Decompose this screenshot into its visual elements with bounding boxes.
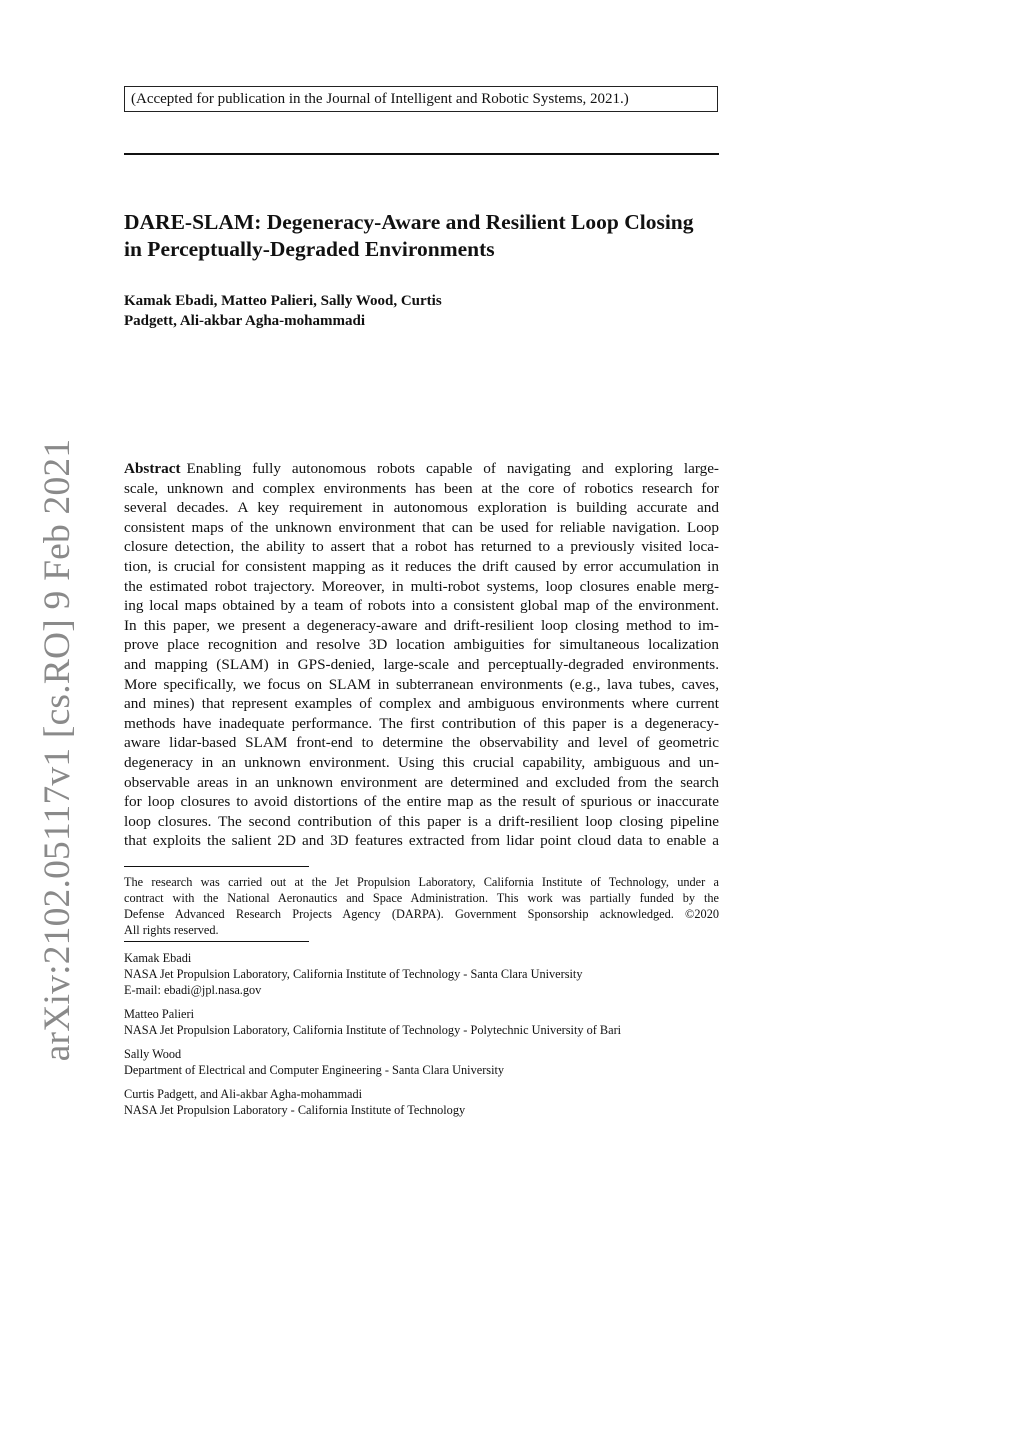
abstract-line: for loop closures to avoid distortions of the entire map as the result of spurious or inaccurate [124,793,719,811]
abstract-line: and mines) that represent examples of complex and ambiguous environments where current [124,695,719,713]
abstract-line: In this paper, we present a degeneracy-aware and drift-resilient loop closing method to im- [124,616,719,634]
abstract-line: closure detection, the ability to assert that a robot has returned to a previously visited loca- [124,538,719,556]
header-rule [124,153,719,155]
affiliation-entry [124,950,719,998]
abstract-line-text: Enabling fully autonomous robots capable of navigating and exploring large- [186,460,719,477]
accepted-note: (Accepted for publication in the Journal of Intelligent and Robotic Systems, 2021.) [124,86,718,112]
affiliation-email: E-mail: ebadi@jpl.nasa.gov [124,983,262,997]
author-line: Padgett, Ali-akbar Agha-mohammadi [124,313,365,329]
affiliation-institution: NASA Jet Propulsion Laboratory, California Institute of Technology - Polytechnic University of Bari [124,1023,622,1037]
footnote-line: All rights reserved. [124,923,219,937]
abstract-line: the estimated robot trajectory. Moreover, in multi-robot systems, loop closures enable merg- [124,577,719,595]
affiliation-institution: NASA Jet Propulsion Laboratory, California Institute of Technology - Santa Clara University [124,967,583,981]
affiliation-author-name: Curtis Padgett, and Ali-akbar Agha-mohammadi [124,1087,363,1101]
abstract-line: several decades. A key requirement in autonomous exploration is building accurate and [124,499,719,517]
abstract-line: consistent maps of the unknown environment that can be used for reliable navigation. Loop [124,518,719,536]
affiliation-rule [124,941,309,942]
funding-footnote [124,874,719,938]
affiliation-author-name: Sally Wood [124,1047,182,1061]
abstract-line: prove place recognition and resolve 3D location ambiguities for simultaneous localization [124,636,719,654]
title-line: in Perceptually-Degraded Environments [124,237,495,261]
abstract-line: loop closures. The second contribution of this paper is a drift-resilient loop closing pipeline [124,812,719,830]
abstract-label: Abstract [124,460,181,477]
abstract [124,459,719,851]
affiliation-author-name: Matteo Palieri [124,1007,195,1021]
abstract-line: methods have inadequate performance. The first contribution of this paper is a degeneracy- [124,714,719,732]
affiliation-entry [124,1006,719,1038]
author-line: Kamak Ebadi, Matteo Palieri, Sally Wood, Curtis [124,293,442,309]
abstract-line [124,459,719,479]
affiliation-entry [124,1046,719,1078]
affiliation-institution: Department of Electrical and Computer Engineering - Santa Clara University [124,1063,505,1077]
footnote-line: Defense Advanced Research Projects Agency (DARPA). Government Sponsorship acknowledged. ©2020 [124,907,719,921]
abstract-line: that exploits the salient 2D and 3D features extracted from lidar point cloud data to enable a [124,832,719,850]
affiliation-institution: NASA Jet Propulsion Laboratory - California Institute of Technology [124,1103,466,1117]
abstract-line: aware lidar-based SLAM front-end to determine the observability and level of geometric [124,734,719,752]
abstract-line: and mapping (SLAM) in GPS-denied, large-scale and perceptually-degraded environments. [124,655,719,673]
arxiv-identifier-stamp: arXiv:2102.05117v1 [cs.RO] 9 Feb 2021 [37,438,78,1062]
abstract-line: More specifically, we focus on SLAM in subterranean environments (e.g., lava tubes, caves, [124,675,719,693]
author-list [124,291,724,331]
affiliation-author-name: Kamak Ebadi [124,951,192,965]
abstract-line: observable areas in an unknown environment are determined and excluded from the search [124,773,719,791]
abstract-line: tion, is crucial for consistent mapping as it reduces the drift caused by error accumulation in [124,557,719,575]
abstract-line: scale, unknown and complex environments has been at the core of robotics research for [124,479,719,497]
affiliation-entry [124,1086,719,1118]
footnote-rule [124,866,309,867]
footnote-line: The research was carried out at the Jet Propulsion Laboratory, California Institute of Technology, under a [124,875,719,889]
affiliation-list [124,950,719,1126]
footnote-line: contract with the National Aeronautics and Space Administration. This work was partially funded by the [124,891,719,905]
abstract-line: ing local maps obtained by a team of robots into a consistent global map of the environment. [124,597,719,615]
title-line: DARE-SLAM: Degeneracy-Aware and Resilient Loop Closing [124,210,694,234]
paper-title [124,209,734,263]
abstract-line: degeneracy in an unknown environment. Using this crucial capability, ambiguous and un- [124,753,719,771]
